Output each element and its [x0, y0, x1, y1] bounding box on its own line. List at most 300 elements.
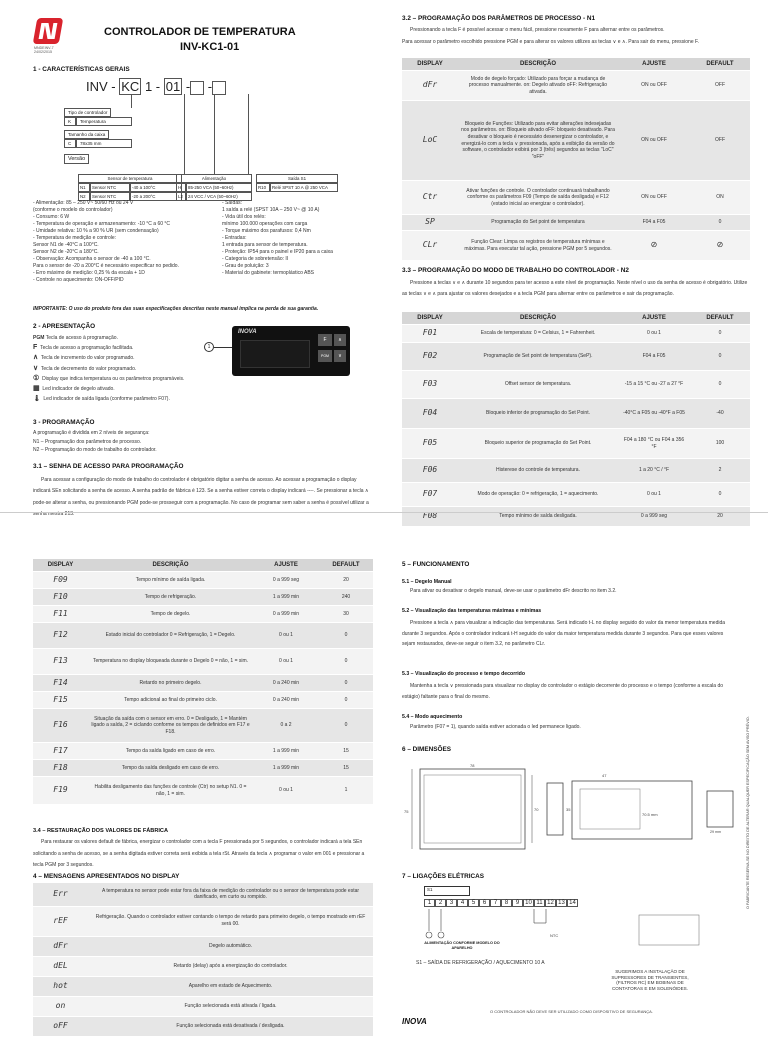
col-header: AJUSTE — [253, 559, 319, 572]
section-5-3-title: 5.3 – Visualização do processo e tempo decorrido — [402, 671, 526, 677]
code-dash-2: - — [207, 79, 213, 94]
dim-label: 78 — [470, 763, 475, 768]
alim-table — [176, 174, 252, 201]
default: 0 — [319, 649, 373, 675]
saida-title: Saída S1 — [256, 174, 338, 183]
adjust: -40°C a F05 ou -40°F a F05 — [618, 399, 690, 429]
key-desc: Led indicador de saída ligada (conforme parâmetro F07). — [43, 396, 170, 403]
dim-label: 47 — [602, 773, 607, 778]
table-row — [402, 215, 750, 231]
table-row — [402, 399, 750, 429]
manufacturer-side-note: O FABRICANTE RESERVA-SE NO DIREITO DE ALTERAR QUALQUER ESPECIFICAÇÃO SEM AVISO PRÉVIO. — [746, 716, 750, 909]
adjust: 0 ou 1 — [618, 325, 690, 343]
default: 0 — [319, 709, 373, 743]
page2-right-column — [384, 513, 768, 1025]
not-applicable-icon: ⊘ — [618, 231, 690, 261]
adjust: 1 a 20 °C / °F — [618, 459, 690, 483]
display-code: on — [33, 996, 88, 1016]
default: 0 — [690, 343, 750, 371]
adjust: 0 ou 1 — [253, 623, 319, 649]
table-row — [33, 906, 373, 936]
description: Temperatura no display bloqueada durante o Degelo 0 = não, 1 = sim. — [88, 649, 253, 675]
adjust: 0 a 240 min — [253, 675, 319, 692]
spec-line: - Vida útil dos relés: — [222, 214, 266, 220]
adjust: 0 ou 1 — [618, 483, 690, 507]
defrost-led-icon: ▦ — [33, 385, 40, 393]
safety-footer: O CONTROLADOR NÃO DEVE SER UTILIZADO COMO DISPOSITIVO DE SEGURANÇA. — [490, 1009, 653, 1014]
key-item-pgm — [33, 333, 203, 343]
dimensions-drawing — [402, 761, 742, 859]
adjust: 0 a 240 min — [253, 692, 319, 709]
col-header: DESCRIÇÃO — [458, 312, 618, 325]
tamanho-label: Tamanho da caixa — [64, 130, 109, 139]
table-row — [402, 371, 750, 399]
col-header: DISPLAY — [33, 559, 88, 572]
table-row — [402, 429, 750, 459]
display-code: F09 — [33, 572, 88, 589]
section-7-title: 7 – LIGAÇÕES ELÉTRICAS — [402, 873, 485, 880]
terminal: 14 — [567, 899, 578, 907]
table-row — [33, 623, 373, 649]
terminal: 6 — [479, 899, 490, 907]
device-f-button: F — [318, 334, 332, 346]
display-code: F12 — [33, 623, 88, 649]
table-row — [33, 649, 373, 675]
page-title: CONTROLADOR DE TEMPERATURA — [104, 26, 296, 38]
tamanho-block — [64, 130, 132, 148]
description: Retardo (delay) após a energização do controlador. — [88, 956, 373, 976]
table-row — [33, 675, 373, 692]
table-row — [402, 483, 750, 507]
code-box-2 — [212, 81, 226, 95]
dim-label: 70.5 mm — [642, 812, 658, 817]
description: Tempo mínimo de saída desligada. — [458, 507, 618, 527]
specs-left — [33, 200, 233, 284]
description: Habilita desligamento das funções de controle (Ctr) no setup N1. 0 = não, 1 = sim. — [88, 777, 253, 805]
display-code: F17 — [33, 743, 88, 760]
dim-label: 70 — [534, 807, 539, 812]
spec-line: - Saídas: — [222, 200, 243, 206]
bottom-brand: INOVA — [402, 1017, 427, 1026]
tipo-k: K — [64, 117, 76, 126]
description: Programação do Set point de temperatura — [458, 215, 618, 231]
sensor-code: N2 — [78, 192, 90, 201]
text-line: N2 – Programação do modo de trabalho do controlador. — [33, 447, 157, 453]
display-code: F16 — [33, 709, 88, 743]
display-code: F04 — [402, 399, 458, 429]
spec-line: Sensor N2 de -20°C a 180°C. — [33, 249, 99, 255]
f-key-icon: F — [33, 344, 38, 352]
default: 2 — [690, 459, 750, 483]
versao-label: Versão — [64, 154, 89, 164]
terminal: 12 — [545, 899, 556, 907]
table-row — [33, 996, 373, 1016]
section-1-title: 1 - CARACTERÍSTICAS GERAIS — [33, 66, 130, 73]
terminal: 5 — [468, 899, 479, 907]
default: 0 — [319, 692, 373, 709]
text-line: N1 – Programação dos parâmetros de processo. — [33, 438, 142, 445]
terminal: 2 — [435, 899, 446, 907]
terminal: 1 — [424, 899, 435, 907]
tipo-label: Tipo de controlador — [64, 108, 111, 117]
section-2-title: 2 - APRESENTAÇÃO — [33, 323, 96, 330]
device-brand: INOVA — [238, 329, 257, 335]
display-code: F11 — [33, 606, 88, 623]
spec-line: (conforme o modelo do controlador) — [33, 207, 113, 213]
dim-label: 35 — [566, 807, 571, 812]
table-row — [33, 1016, 373, 1036]
saida-table — [256, 174, 338, 192]
display-code: Err — [33, 883, 88, 906]
default: 1 — [319, 777, 373, 805]
saida-code: R10 — [256, 183, 270, 192]
section-3-4-title: 3.4 – RESTAURAÇÃO DOS VALORES DE FÁBRICA — [33, 828, 168, 834]
brand-logo — [33, 18, 64, 44]
display-code: dFr — [402, 71, 458, 101]
key-desc: Tecla de incremento do valor programado. — [40, 355, 135, 362]
controller-device-image — [232, 326, 350, 376]
adjust: -15 a 15 °C ou -27 a 27 °F — [618, 371, 690, 399]
alim-label: ALIMENTAÇÃO CONFORME MODELO DO APARELHO — [424, 941, 500, 950]
spec-line: - Material do gabinete: termoplástico ABS — [222, 270, 314, 276]
up-arrow-icon: ∧ — [33, 354, 39, 362]
description: Tempo de refrigeração. — [88, 589, 253, 606]
spec-line: - Grau de poluição: 3 — [222, 263, 269, 269]
spec-line: - Controle no aquecimento: ON-OFF/PID — [33, 277, 124, 283]
code-kc: KC — [121, 79, 140, 94]
key-desc: Led indicador de degelo ativado. — [42, 386, 115, 393]
description: Tempo da saída desligado em caso de erro. — [88, 760, 253, 777]
sensor-code: N1 — [78, 183, 90, 192]
alim-code: H — [176, 183, 186, 192]
table-row — [33, 956, 373, 976]
description: Refrigeração. Quando o controlador estiver contando o tempo de retardo para primeiro degelo, o tempo mostrado em rEF será 00. — [88, 906, 373, 936]
key-desc: Tecla de decremento do valor programado. — [40, 365, 137, 372]
description: Estado inicial do controlador 0 = Refrigeração, 1 = Degelo. — [88, 623, 253, 649]
spec-line: Sensor N1 de -40°C a 100°C. — [33, 242, 99, 248]
page1-right-column — [384, 0, 768, 521]
adjust: ON ou OFF — [618, 181, 690, 215]
description: Tempo da saída ligado em caso de erro. — [88, 743, 253, 760]
tipo-val: Temperatura — [76, 117, 132, 126]
default: 20 — [319, 572, 373, 589]
transient-suggestion: SUGERIMOS A INSTALAÇÃO DE SUPRESSORES DE TRANSIENTES, (FILTROS RC) EM BOBINAS DE CONTATORAS E EM SOLENÓIDES. — [611, 969, 689, 991]
key-item-down — [33, 364, 203, 374]
display-code: F08 — [402, 507, 458, 527]
sensor-range: -20 a 200°C — [130, 192, 182, 201]
description: Escala de temperatura: 0 = Celsius, 1 = Fahrenheit. — [458, 325, 618, 343]
ordering-code — [86, 78, 226, 95]
tamanho-val: 78x35 mm — [76, 139, 132, 148]
code-box-1 — [190, 81, 204, 95]
col-header: DEFAULT — [690, 312, 750, 325]
table-row — [33, 589, 373, 606]
spec-line: - Erro máximo de medição: 0,25 % da escala + 1D — [33, 270, 145, 276]
description: Histerese do controle de temperatura. — [458, 459, 618, 483]
adjust: ON ou OFF — [618, 71, 690, 101]
section-6-title: 6 – DIMENSÕES — [402, 746, 452, 753]
adjust: F04 a F05 — [618, 343, 690, 371]
description: Situação da saída com o sensor em erro. 0 = Desligado, 1 = Mantém ligado a saída, 2 = ciclando conforme os tempos de definidos em F17 e F18. — [88, 709, 253, 743]
page-2 — [0, 512, 768, 1030]
s1-caption: S1 – SAÍDA DE REFRIGERAÇÃO / AQUECIMENTO 10 A — [416, 960, 545, 966]
description: Bloqueio de Funções: Utilizado para evitar alterações indesejadas nos parâmetros. on: Bloqueio ativado oFF: bloqueio desativado. Para desativar o bloqueio é necessário desenergizar o controlador, e energizá-lo com a tecla ∨ pressionada, após a exibição da versão do software, o controlador exibirá por 3 (três) segundos as teclas "LoC" "oFF" — [458, 101, 618, 181]
spec-line: mínimo 100.000 operações com carga — [222, 221, 308, 227]
adjust: ON ou OFF — [618, 101, 690, 181]
spec-line: - Torque máximo dos parafusos: 0,4 Nm — [222, 228, 311, 234]
section-3-title: 3 - PROGRAMAÇÃO — [33, 419, 95, 426]
description: Retardo no primeiro degelo. — [88, 675, 253, 692]
section-5-2-title: 5.2 – Visualização das temperaturas máximas e mínimas — [402, 608, 542, 614]
section-3-2-title: 3.2 – PROGRAMAÇÃO DOS PARÂMETROS DE PROCESSO - N1 — [402, 15, 596, 22]
spec-line: - Proteção: IP54 para o painel e IP20 para a caixa — [222, 249, 333, 255]
spec-line: - Umidade relativa: 10 % a 90 % UR (sem condensação) — [33, 228, 159, 234]
description: Bloqueio superior de programação do Set Point. — [458, 429, 618, 459]
code-dash-1: - — [185, 79, 191, 94]
spec-line: - Observação: Acompanha o sensor de -40 a 100 °C. — [33, 256, 151, 262]
doc-date-text: 24/02/2015 — [34, 50, 52, 55]
display-code: F13 — [33, 649, 88, 675]
col-header: DISPLAY — [402, 58, 458, 71]
adjust: 0 a 2 — [253, 709, 319, 743]
code-01: 01 — [165, 79, 181, 94]
default: 20 — [690, 507, 750, 527]
sensor-table — [78, 174, 182, 201]
key-item-display — [33, 374, 203, 384]
device-down-button: ∨ — [334, 350, 346, 362]
section-3-1-title: 3.1 – SENHA DE ACESSO PARA PROGRAMAÇÃO — [33, 463, 184, 470]
default: 30 — [319, 606, 373, 623]
adjust: F04 a 180 °C ou F04 a 356 °F — [618, 429, 690, 459]
display-code: F14 — [33, 675, 88, 692]
display-code: F05 — [402, 429, 458, 459]
table-row — [402, 343, 750, 371]
doc-code — [34, 46, 54, 55]
callout-circle: 1 — [204, 342, 214, 352]
page1-left-column — [0, 0, 384, 518]
description: Programação de Set point de temperatura (SeP). — [458, 343, 618, 371]
display-code: F18 — [33, 760, 88, 777]
alim-value: 24 VCC / VCA (50~60Hz) — [186, 192, 252, 201]
section-5-1-text: Para ativar ou desativar o degelo manual, deve-se usar o parâmetro dFr descrito no item 3.2. — [410, 588, 617, 594]
spec-line: - Categoria de sobretensão: II — [222, 256, 289, 262]
terminal: 13 — [556, 899, 567, 907]
spec-line: - Alimentação: 85 – 250 V~ 50/60 Hz ou 24 V — [33, 200, 134, 206]
description: Ativar funções de controle. O controlador continuará trabalhando conforme os parâmetros F09 (Tempo de saída desligada) e F12 (estado inicial ao energizar o controlador). — [458, 181, 618, 215]
table-row — [402, 71, 750, 101]
terminal: 8 — [501, 899, 512, 907]
saida-value: Relé SPST 10 A @ 250 VCA — [270, 183, 338, 192]
description: Offset sensor de temperatura. — [458, 371, 618, 399]
adjust: 0 ou 1 — [253, 777, 319, 805]
tipo-block — [64, 108, 132, 126]
description: Tempo mínimo de saída ligada. — [88, 572, 253, 589]
col-header: AJUSTE — [618, 58, 690, 71]
display-code: F07 — [402, 483, 458, 507]
section-5-4-title: 5.4 – Modo aquecimento — [402, 714, 463, 720]
section-5-3-text: Mantenha a tecla ∨ pressionada para visualizar no display do controlador o estágio decorrente do processo e o tempo (conforme a escala do estágio) faltante para o final do mesmo. — [402, 683, 724, 700]
table-row — [33, 976, 373, 996]
section-5-2-text: Pressione a tecla ∧ para visualizar a indicação das temperaturas. Será indicado t-L no display seguido do valor da menor temperatura medida durante 3 segundos. Após o controlador indicará t-H seguido do valor da maior temperatura medida durante 3 segundos. Para que esses valores sejam restaurados, deve-se seguir o item 3.2, no parâmetro CLr. — [402, 620, 726, 647]
col-header: DISPLAY — [402, 312, 458, 325]
default: 0 — [690, 215, 750, 231]
default: OFF — [690, 101, 750, 181]
table-row — [33, 743, 373, 760]
display-callout-icon: ① — [33, 374, 40, 382]
description: A temperatura no sensor pode estar fora da faixa de medição do controlador ou o sensor de temperatura pode estar danificado, em curto ou rompido. — [88, 883, 373, 906]
section-3-1-text: Para acessar a configuração do modo de trabalho do controlador é obrigatório digitar a senha de acesso. Ao acessar a programação o display indicará SEn solicitando a senha de acesso. A senha padrão de fábrica é 123. Se a senha estiver correta o display indicará ----. Se pressionar a tecla ∧ pode-se alterar a senha, ou pressionando PGM pode-se prosseguir com a programação. No caso de programar sem saber a senha é possível utilizar a senha mestra 213. — [33, 477, 369, 518]
col-header: DESCRIÇÃO — [458, 58, 618, 71]
spec-line: 1 saída a relé (SPST 10A – 250 V~ @ 10 A) — [222, 207, 320, 213]
default: -40 — [690, 399, 750, 429]
description: Aparelho em estado de Aquecimento. — [88, 976, 373, 996]
adjust: 0 a 999 seg — [253, 572, 319, 589]
table-row — [402, 101, 750, 181]
table-row — [402, 181, 750, 215]
terminal: 11 — [534, 899, 545, 907]
sensor-title: Sensor de temperatura — [78, 174, 182, 183]
col-header: AJUSTE — [618, 312, 690, 325]
not-applicable-icon: ⊘ — [690, 231, 750, 261]
default: 15 — [319, 743, 373, 760]
section-3-4-text: Para restaurar os valores default de fábrica, energizar o controlador com a tecla F pressionada por 5 segundos, o controlador indicará a tela SEn solicitando a senha de acesso, se a senha digitada estiver correta será exibida a tela rSt. Através da tecla ∧ programar o valor em 001 e pressionar a tecla PGM por 3 segundos. — [33, 839, 365, 869]
pgm-key-icon: PGM — [33, 335, 45, 341]
spec-line: Para o sensor de -20 a 200°C é necessário especificar no pedido. — [33, 263, 179, 269]
description: Degelo automático. — [88, 936, 373, 956]
messages-table — [33, 883, 373, 1037]
display-code: F03 — [402, 371, 458, 399]
terminal: 7 — [490, 899, 501, 907]
col-header: DESCRIÇÃO — [88, 559, 253, 572]
spec-line: - Consumo: 6 W — [33, 214, 70, 220]
sensor-type: Sensor NTC — [90, 183, 130, 192]
display-code: Ctr — [402, 181, 458, 215]
key-item-defrost-led — [33, 384, 203, 394]
col-header: DEFAULT — [690, 58, 750, 71]
key-desc: Tecla de acesso à programação. — [45, 335, 118, 341]
section-3-3-text: Pressione a teclas ∨ e ∧ durante 10 segundos para ter acesso a este nível de programação. Neste nível o uso da senha de acesso é obrigatório. Utilize as teclas ∨ e ∧ para ajustar os valores desejados e a tecla PGM para alternar entre os parâmetros e sair da programação. — [402, 280, 748, 298]
adjust: 1 a 999 min — [253, 589, 319, 606]
display-code: F15 — [33, 692, 88, 709]
code-prefix: INV - — [86, 79, 116, 94]
terminal: 4 — [457, 899, 468, 907]
adjust: F04 a F05 — [618, 215, 690, 231]
model-title: INV-KC1-01 — [180, 41, 240, 53]
display-code: dEL — [33, 956, 88, 976]
s1-relay-symbol: S1 — [424, 886, 470, 896]
n1-parameter-table — [402, 58, 750, 261]
alim-value: 85-250 VCA (50~60Hz) — [186, 183, 252, 192]
section-5-4-text: Parâmetro (F07 = 1), quando saída estiver acionada o led permanece ligado. — [410, 724, 581, 730]
sensor-type: Sensor NTC — [90, 192, 130, 201]
terminal: 9 — [512, 899, 523, 907]
spec-line: - Temperatura de operação e armazenamento: -10 °C a 60 °C — [33, 221, 171, 227]
default: ON — [690, 181, 750, 215]
display-code: hot — [33, 976, 88, 996]
section-3-2-text-2: Para acessar o parâmetro escolhido pressione PGM e para alterar os valores utilizes as teclas ∨ e ∧. Para sair do menu, pressione F. — [402, 39, 699, 45]
description: Modo de operação: 0 = refrigeração, 1 = aquecimento. — [458, 483, 618, 507]
section-3-2-text-1: Pressionando a tecla F é possível acessar o menu fácil, pressione novamente F para alternar entre os parâmetros. — [410, 27, 665, 33]
section-5-1-title: 5.1 – Degelo Manual — [402, 579, 452, 585]
device-pgm-button: PGM — [318, 350, 332, 362]
col-header: DEFAULT — [319, 559, 373, 572]
adjust: 0 a 999 seg — [618, 507, 690, 527]
key-item-up — [33, 353, 203, 363]
description: Tempo de degelo. — [88, 606, 253, 623]
default: 0 — [690, 325, 750, 343]
n2-parameter-table-continued — [33, 559, 373, 805]
section-3-lines — [33, 429, 373, 455]
display-code: dFr — [33, 936, 88, 956]
default: 0 — [690, 483, 750, 507]
display-code: CLr — [402, 231, 458, 261]
alim-code: L2 — [176, 192, 186, 201]
display-code: F01 — [402, 325, 458, 343]
display-code: F19 — [33, 777, 88, 805]
down-arrow-icon: ∨ — [33, 364, 39, 372]
adjust: 1 a 999 min — [253, 743, 319, 760]
table-row — [33, 572, 373, 589]
display-code: LoC — [402, 101, 458, 181]
section-5-title: 5 – FUNCIONAMENTO — [402, 561, 470, 568]
description: Função Clear: Limpa os registros de temperatura mínimas e máximas. Para executar tal ação, pressione PGM por 5 segundos. — [458, 231, 618, 261]
specs-right — [222, 200, 382, 277]
ntc-label: NTC — [550, 933, 559, 938]
important-note: IMPORTANTE: O uso do produto fora das suas especificações descritas neste manual implica na perda de sua garantia. — [33, 306, 319, 312]
table-row — [33, 883, 373, 906]
code-1: 1 - — [144, 79, 161, 94]
table-row — [402, 325, 750, 343]
spec-line: - Entradas: — [222, 235, 247, 241]
spec-line: - Temperatura de medição e controle: — [33, 235, 117, 241]
description: Função selecionada está ativada / ligada. — [88, 996, 373, 1016]
key-item-output-led — [33, 394, 203, 404]
display-code: rEF — [33, 906, 88, 936]
description: Modo de degelo forçado: Utilizado para forçar a mudança de processo manualmente. on: Degelo ativado oFF: Refrigeração ativada. — [458, 71, 618, 101]
display-code: oFF — [33, 1016, 88, 1036]
device-display — [240, 340, 310, 368]
default: OFF — [690, 71, 750, 101]
description: Tempo adicional ao final do primeiro ciclo. — [88, 692, 253, 709]
alim-title: Alimentação — [176, 174, 252, 183]
terminal: 3 — [446, 899, 457, 907]
display-code: F06 — [402, 459, 458, 483]
dim-label: 75 — [404, 809, 409, 814]
table-row — [402, 231, 750, 261]
spec-line: 1 entrada para sensor de temperatura. — [222, 242, 308, 248]
default: 0 — [319, 623, 373, 649]
table-row — [402, 459, 750, 483]
display-code: F10 — [33, 589, 88, 606]
adjust: 0 a 999 min — [253, 606, 319, 623]
default: 240 — [319, 589, 373, 606]
key-desc: Display que indica temperatura ou os parâmetros programáveis. — [42, 375, 185, 382]
table-row — [33, 692, 373, 709]
table-row — [33, 606, 373, 623]
display-code: F02 — [402, 343, 458, 371]
default: 0 — [690, 371, 750, 399]
display-code: SP — [402, 215, 458, 231]
section-4-title: 4 – MENSAGENS APRESENTADOS NO DISPLAY — [33, 873, 180, 880]
thermometer-icon: 🌡 — [33, 396, 41, 403]
terminal-strip — [424, 899, 578, 907]
tamanho-c: C — [64, 139, 76, 148]
sensor-range: -40 a 100°C — [130, 183, 182, 192]
default: 100 — [690, 429, 750, 459]
key-item-f — [33, 343, 203, 353]
key-desc: Tecla de acesso a programação facilitada. — [40, 345, 134, 352]
adjust: 0 ou 1 — [253, 649, 319, 675]
